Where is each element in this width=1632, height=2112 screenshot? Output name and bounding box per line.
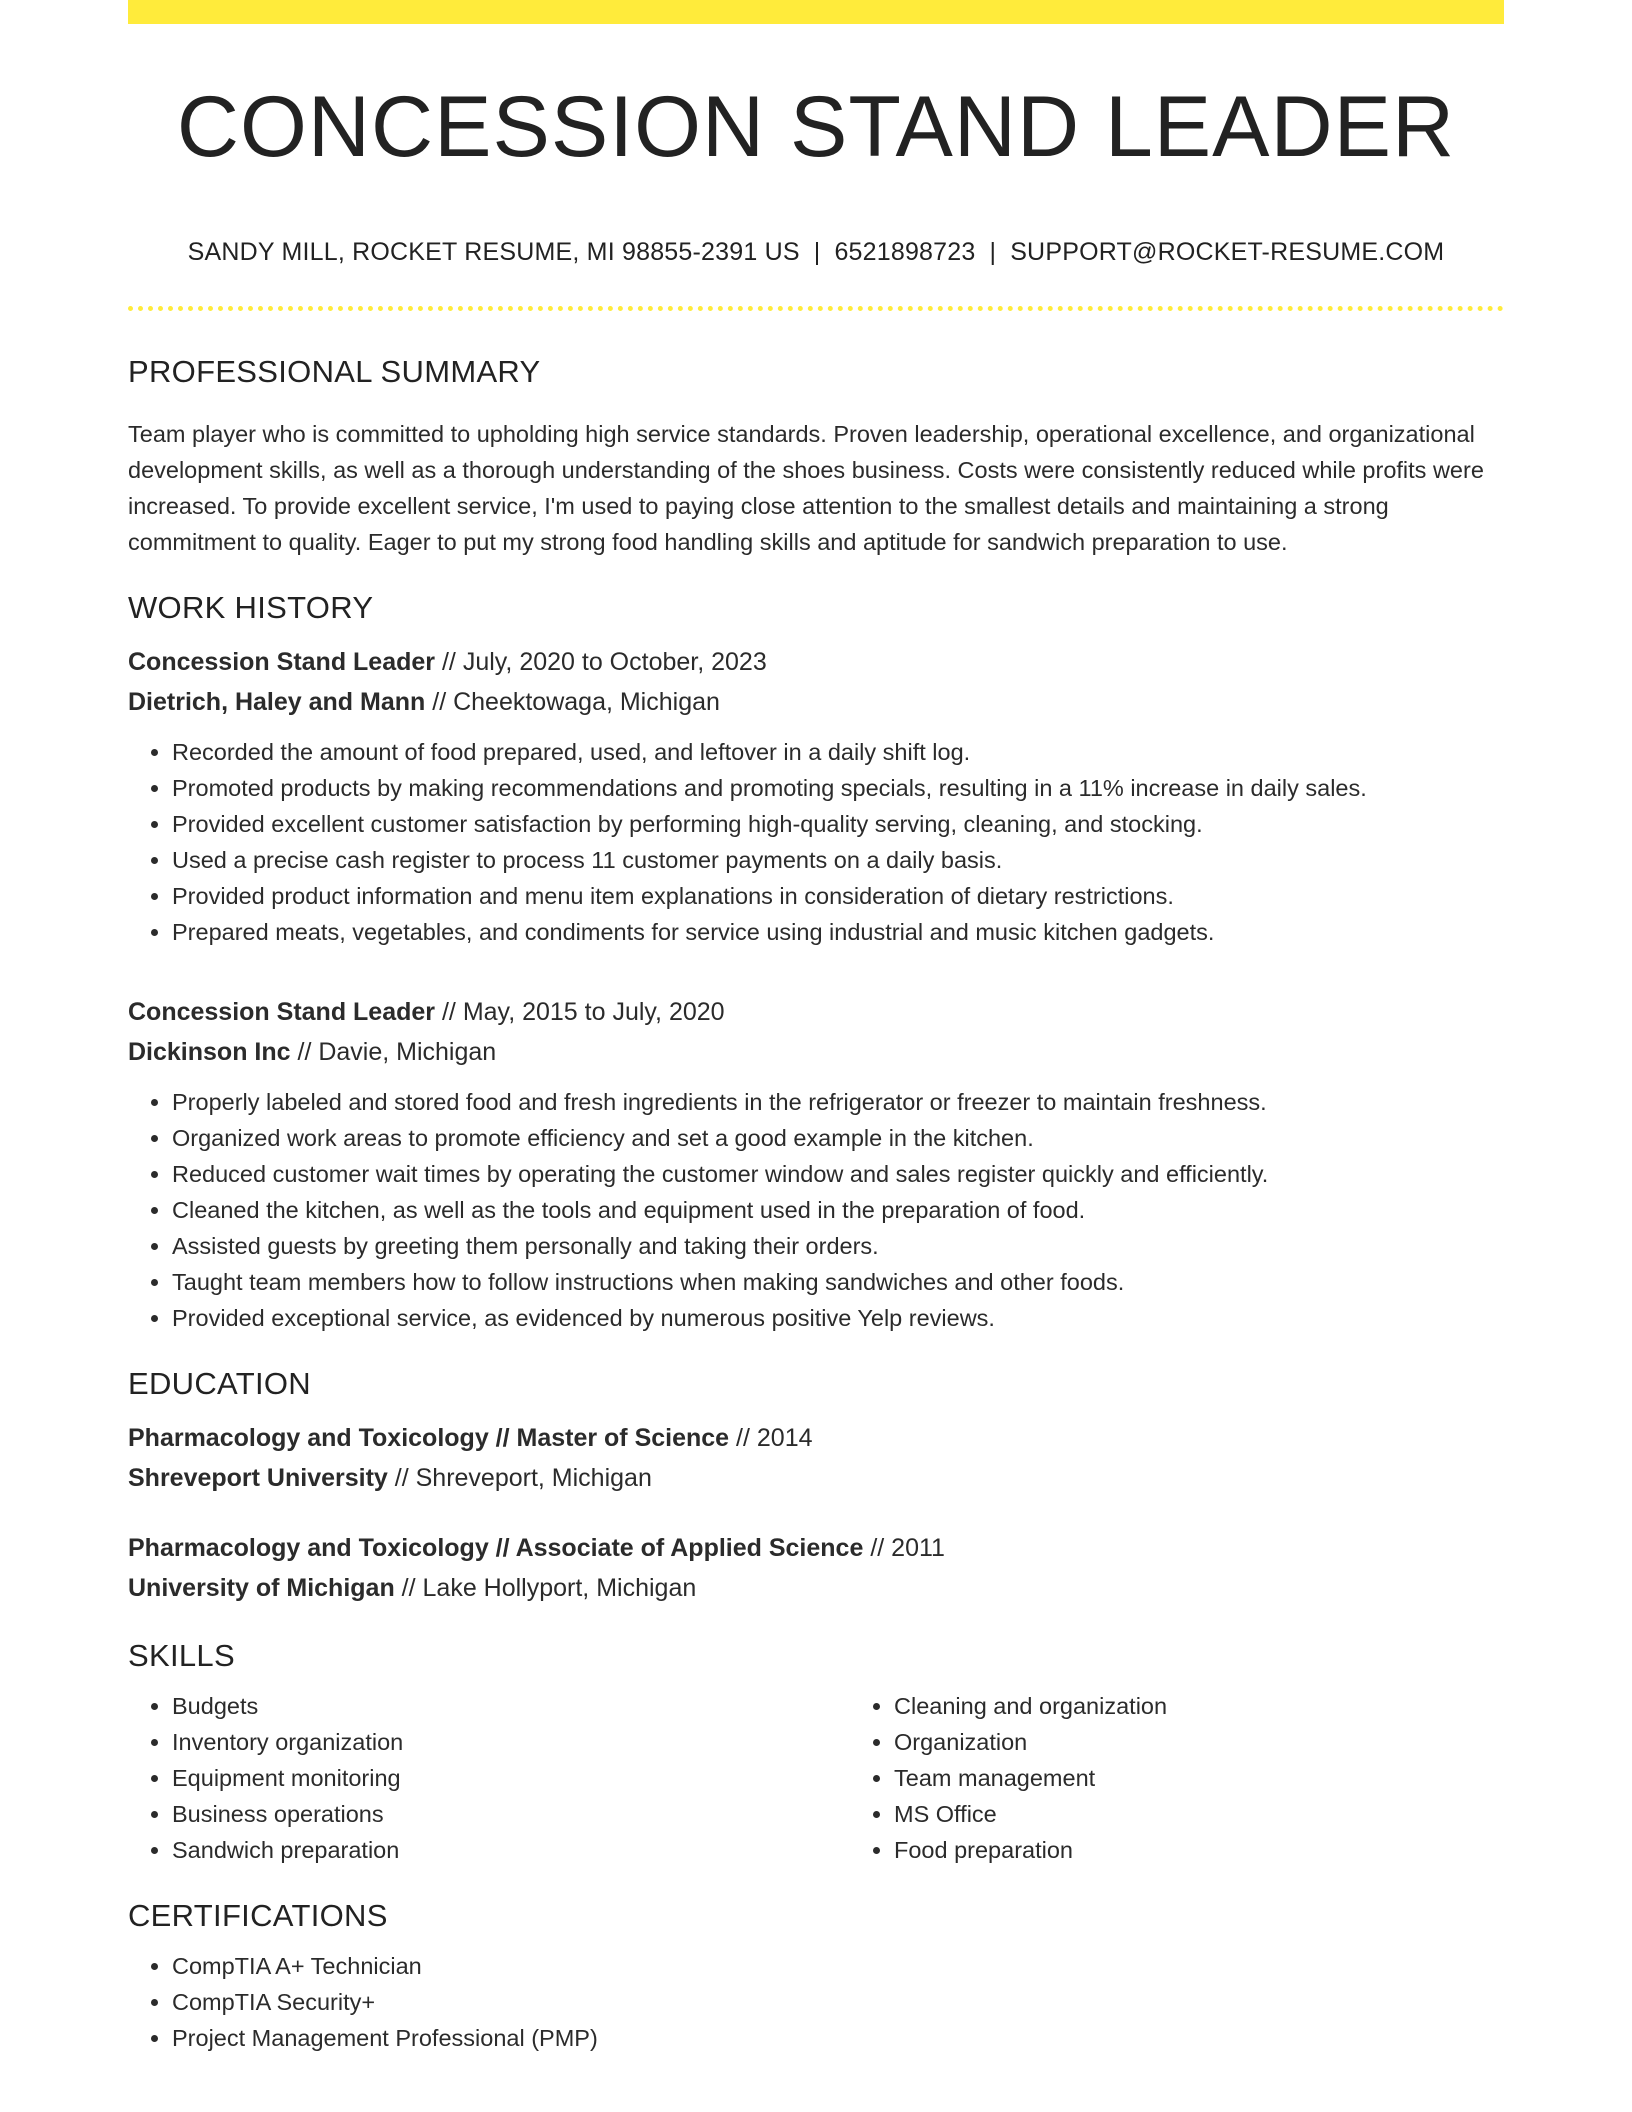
summary-heading: PROFESSIONAL SUMMARY: [128, 354, 541, 389]
skill-item: • Business operations: [172, 1796, 850, 1832]
job-bullet: • Recorded the amount of food prepared, used, and leftover in a daily shift log.: [172, 734, 1504, 770]
contact-email: SUPPORT@ROCKET-RESUME.COM: [1010, 238, 1445, 266]
job-title-line: [128, 992, 1504, 1032]
job-bullet: • Used a precise cash register to process 11 customer payments on a daily basis.: [172, 842, 1504, 878]
job-bullet: • Assisted guests by greeting them personally and taking their orders.: [172, 1228, 1504, 1264]
education-degree-line: [128, 1418, 1504, 1458]
job-bullet: • Provided excellent customer satisfaction by performing high-quality serving, cleaning, and stocking.: [172, 806, 1504, 842]
education-school: Shreveport University: [128, 1464, 388, 1492]
skill-item: • MS Office: [894, 1796, 1572, 1832]
job-entry: [128, 992, 1504, 1336]
skill-item: • Cleaning and organization: [894, 1688, 1572, 1724]
education-year: // 2011: [870, 1534, 945, 1562]
education-school: University of Michigan: [128, 1574, 395, 1602]
job-bullet: • Provided exceptional service, as evidenced by numerous positive Yelp reviews.: [172, 1300, 1504, 1336]
contact-separator: |: [989, 238, 997, 266]
education-location: // Shreveport, Michigan: [394, 1464, 652, 1492]
job-bullet: • Taught team members how to follow instructions when making sandwiches and other foods.: [172, 1264, 1504, 1300]
skills-list-left: [128, 1688, 850, 1868]
job-title: Concession Stand Leader: [128, 998, 436, 1026]
education-school-line: [128, 1458, 1504, 1498]
education-section: [128, 1366, 1504, 1608]
certification-item: • Project Management Professional (PMP): [172, 2020, 1504, 2056]
certification-item: • CompTIA A+ Technician: [172, 1948, 1504, 1984]
work-history-section: [128, 590, 1504, 1336]
education-degree: Pharmacology and Toxicology // Associate of Applied Science: [128, 1534, 864, 1562]
skill-item: • Budgets: [172, 1688, 850, 1724]
job-bullets: [128, 734, 1504, 950]
job-company: Dickinson Inc: [128, 1038, 291, 1066]
education-degree: Pharmacology and Toxicology // Master of Science: [128, 1424, 730, 1452]
work-history-heading: WORK HISTORY: [128, 590, 374, 625]
resume-content: [128, 354, 1504, 2056]
education-school-line: [128, 1568, 1504, 1608]
job-bullet: • Reduced customer wait times by operating the customer window and sales register quickly and efficiently.: [172, 1156, 1504, 1192]
skills-section: [128, 1638, 1504, 1868]
certifications-heading: CERTIFICATIONS: [128, 1898, 388, 1933]
resume-title: CONCESSION STAND LEADER: [176, 79, 1456, 175]
skill-item: • Team management: [894, 1760, 1572, 1796]
job-location: // Cheektowaga, Michigan: [432, 688, 720, 716]
job-company: Dietrich, Haley and Mann: [128, 688, 426, 716]
job-bullet: • Provided product information and menu item explanations in consideration of dietary restrictions.: [172, 878, 1504, 914]
education-entry: [128, 1528, 1504, 1608]
job-bullet: • Cleaned the kitchen, as well as the tools and equipment used in the preparation of food.: [172, 1192, 1504, 1228]
skill-item: • Food preparation: [894, 1832, 1572, 1868]
accent-top-bar: [128, 0, 1504, 24]
skill-item: • Organization: [894, 1724, 1572, 1760]
skill-item: • Inventory organization: [172, 1724, 850, 1760]
job-location: // Davie, Michigan: [297, 1038, 497, 1066]
job-bullets: [128, 1084, 1504, 1336]
job-title: Concession Stand Leader: [128, 648, 436, 676]
certification-item: • CompTIA Security+: [172, 1984, 1504, 2020]
job-dates: // May, 2015 to July, 2020: [441, 998, 725, 1026]
skills-heading: SKILLS: [128, 1638, 235, 1673]
certifications-section: [128, 1898, 1504, 2056]
job-company-line: [128, 682, 1504, 722]
job-bullet: • Promoted products by making recommendations and promoting specials, resulting in a 11% increase in daily sales.: [172, 770, 1504, 806]
contact-phone: 6521898723: [834, 238, 976, 266]
job-title-line: [128, 642, 1504, 682]
job-bullet: • Organized work areas to promote efficiency and set a good example in the kitchen.: [172, 1120, 1504, 1156]
education-heading: EDUCATION: [128, 1366, 311, 1401]
education-degree-line: [128, 1528, 1504, 1568]
job-dates: // July, 2020 to October, 2023: [441, 648, 767, 676]
skills-list-right: [850, 1688, 1572, 1868]
skill-item: • Sandwich preparation: [172, 1832, 850, 1868]
education-location: // Lake Hollyport, Michigan: [401, 1574, 697, 1602]
education-year: // 2014: [736, 1424, 813, 1452]
contact-separator: |: [813, 238, 821, 266]
job-bullet: • Prepared meats, vegetables, and condiments for service using industrial and music kitchen gadgets.: [172, 914, 1504, 950]
job-bullet: • Properly labeled and stored food and fresh ingredients in the refrigerator or freezer to maintain freshness.: [172, 1084, 1504, 1120]
job-entry: [128, 642, 1504, 950]
summary-text: Team player who is committed to upholding high service standards. Proven leadership, operational excellence, and organizational development skills, as well as a thorough understanding of the shoes business. Costs were consistently reduced while profits were increased. To provide excellent service, I'm used to paying close attention to the smallest details and maintaining a strong commitment to quality. Eager to put my strong food handling skills and aptitude for sandwich preparation to use.: [128, 421, 1484, 555]
dotted-divider: [128, 306, 1504, 311]
skills-columns: [128, 1688, 1504, 1868]
summary-section: [128, 354, 1504, 560]
education-entry: [128, 1418, 1504, 1498]
contact-line: [128, 238, 1504, 267]
contact-address: SANDY MILL, ROCKET RESUME, MI 98855-2391 US: [187, 238, 800, 266]
job-company-line: [128, 1032, 1504, 1072]
certifications-list: [128, 1948, 1504, 2056]
skill-item: • Equipment monitoring: [172, 1760, 850, 1796]
